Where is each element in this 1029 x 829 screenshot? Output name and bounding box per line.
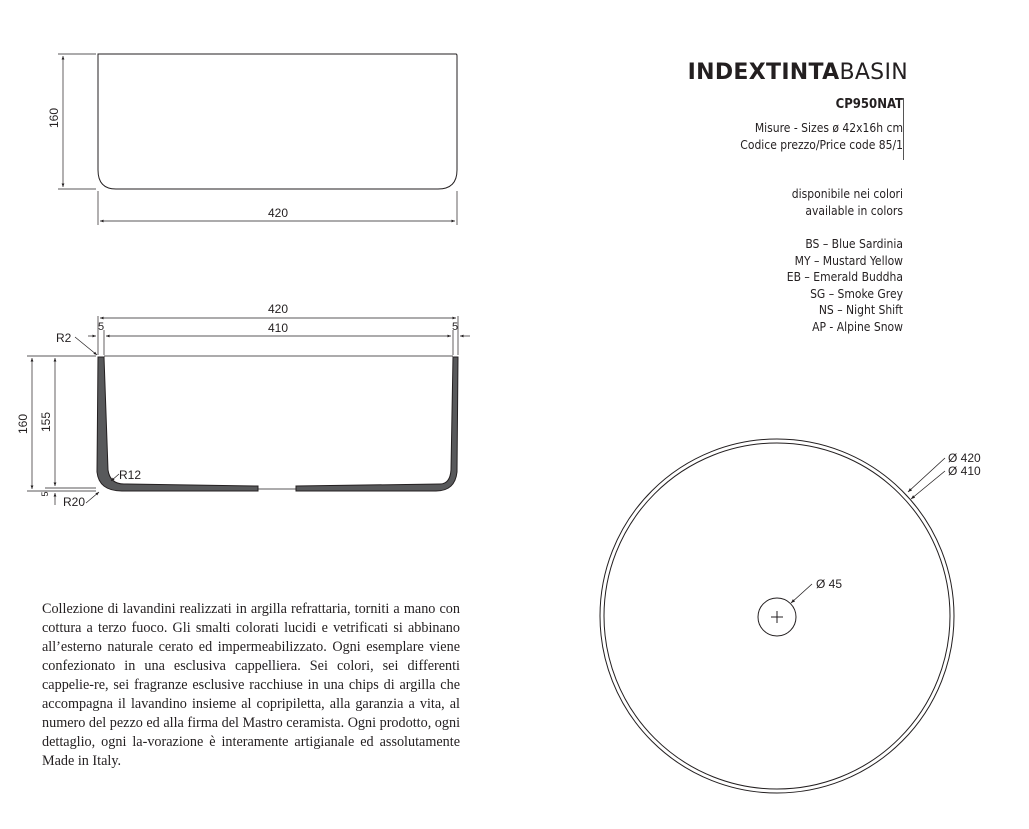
color-item: MY – Mustard Yellow	[794, 253, 903, 268]
side-height-label: 160	[47, 107, 61, 129]
title-light: BASIN	[839, 60, 908, 85]
inner-height-label: 155	[39, 411, 53, 433]
product-code: CP950NAT	[835, 97, 903, 112]
total-height-label: 160	[16, 413, 30, 435]
product-description	[42, 600, 460, 771]
sizes-text: Misure - Sizes ø 42x16h cm	[754, 121, 903, 135]
availability-en: available in colors	[805, 203, 903, 218]
color-item: SG – Smoke Grey	[810, 286, 903, 301]
wall-right-label: 5	[451, 321, 459, 333]
section-inner-width-label: 410	[267, 321, 289, 335]
bottom-thickness-label: 5	[40, 491, 50, 497]
description-text: Collezione di lavandini realizzati in argilla refrattaria, torniti a mano con cottura a terzo fuoco. Gli smalti colorati lucidi e vetrificati si abbinano all’esterno naturale cerato ed impermeabilizzato. Ogni esemplare viene confezionato in una esclusiva cappelliera. Sei colori, sei differenti cappelie-re, sei fragranze esclusive racchiuse in una chips di argilla che accompagna il lavandino insieme al copripiletta, alla garanzia a vita, al numero del pezzo ed alla firma del Mastro ceramista. Ogni prodotto, ogni dettaglio, ogni la-vorazione è interamente artigianale ed assolutamente Made in Italy.	[42, 601, 461, 769]
inner-radius-label: R12	[119, 468, 142, 482]
side-view-drawing	[58, 54, 457, 225]
availability-it: disponibile nei colori	[791, 187, 903, 201]
price-code-text: Codice prezzo/Price code 85/1	[740, 137, 903, 152]
top-view-drawing	[600, 439, 954, 793]
outer-diameter-label: Ø 420	[948, 451, 981, 465]
section-view-drawing	[27, 316, 470, 505]
color-item: EB – Emerald Buddha	[786, 270, 903, 284]
drain-diameter-label: Ø 45	[816, 577, 843, 591]
outer-radius-label: R20	[63, 495, 86, 509]
color-item: NS – Night Shift	[818, 303, 903, 317]
color-item: AP - Alpine Snow	[812, 319, 903, 334]
section-outer-width-label: 420	[267, 302, 289, 316]
side-width-label: 420	[267, 206, 289, 220]
title-bold: INDEXTINTA	[687, 60, 840, 85]
color-item: BS – Blue Sardinia	[805, 237, 903, 251]
inner-diameter-label: Ø 410	[948, 464, 981, 478]
rim-radius-label: R2	[56, 331, 72, 345]
wall-left-label: 5	[97, 321, 105, 333]
